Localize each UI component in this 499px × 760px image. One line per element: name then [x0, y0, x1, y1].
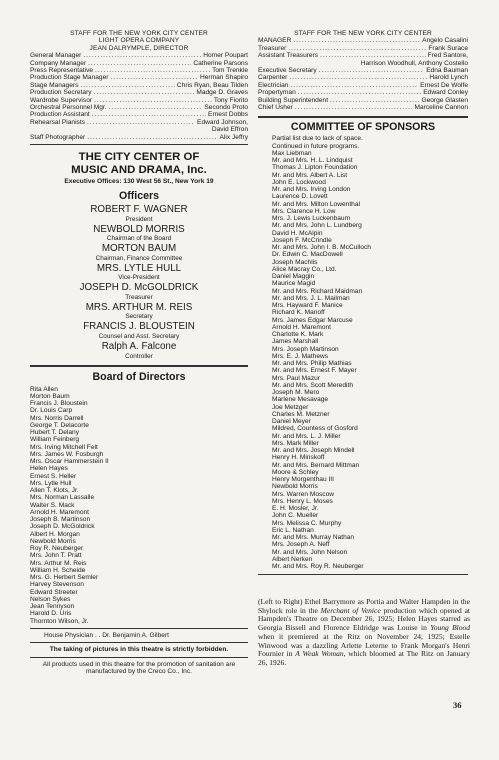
- sponsor-name: Mr. and Mrs. John L. Lundberg: [272, 222, 362, 230]
- officer-name: FRANCIS J. BLOUSTEIN: [83, 321, 195, 333]
- divider: [30, 657, 248, 658]
- sponsor-name: Maurice Magid: [272, 280, 316, 288]
- sponsor-name: Mildred, Countess of Gosford: [272, 425, 358, 433]
- board-member: Morton Baum: [30, 392, 70, 400]
- board-member: Francis J. Bloustein: [30, 400, 88, 408]
- staff-role: General Manager: [30, 52, 82, 60]
- staff-name: Homer Poupart: [203, 52, 248, 60]
- officer-title: Controller: [125, 352, 153, 360]
- sponsor-name: Mr. and Mrs. Milton Lowenthal: [272, 200, 360, 208]
- sponsor-name: Mr. and Mrs. Irving London: [272, 186, 351, 194]
- board-member: Mrs. Lytle Hull: [30, 479, 72, 487]
- divider: [30, 628, 248, 629]
- committee-heading: COMMITTEE OF SPONSORS: [290, 121, 436, 134]
- sponsor-name: Mrs. E. J. Mathews: [272, 352, 329, 360]
- staff-role: Chief Usher: [258, 104, 293, 112]
- board-member: Helen Hayes: [30, 465, 68, 473]
- staff-role: MANAGER: [258, 37, 292, 45]
- sponsor-name: Dr. Edwin C. MacDowell: [272, 251, 343, 259]
- staff-name: Fred Santore,: [427, 52, 468, 60]
- executive-offices: Executive Offices: 130 West 56 St., New York 19: [64, 177, 214, 185]
- staff-role: Treasurer: [258, 44, 287, 52]
- board-member: Edward Streeter: [30, 588, 78, 596]
- staff-name: Tony Fiorito: [213, 96, 248, 104]
- officer-name: Ralph A. Falcone: [101, 341, 177, 353]
- org-title-line-1: THE CITY CENTER OF: [78, 151, 200, 164]
- sponsor-name: Max Liebman: [272, 149, 312, 157]
- staff-line: [258, 67, 468, 74]
- leader-dots: [95, 67, 210, 74]
- staff-role: Carpenter: [258, 74, 288, 82]
- staff-role: Wardrobe Supervisor: [30, 96, 93, 104]
- officer-name: ROBERT F. WAGNER: [90, 203, 188, 215]
- leader-dots: [88, 60, 191, 67]
- sponsor-name: Mr. and Mrs. Scott Meredith: [272, 381, 353, 389]
- sponsor-name: Mrs. Paul Mazur: [272, 374, 320, 382]
- divider: [258, 574, 468, 575]
- board-member: Mrs. James W. Fosburgh: [30, 450, 104, 458]
- officer-entry: [30, 205, 248, 223]
- staff-header-line: JEAN DALRYMPLE, DIRECTOR: [89, 44, 189, 52]
- city-center-staff-list-2: [258, 67, 468, 111]
- board-member: William H. Scheide: [30, 566, 86, 574]
- staff-header-line: STAFF FOR THE NEW YORK CITY CENTER: [294, 30, 432, 37]
- sponsor-name: Mrs. James Edgar Marcuse: [272, 316, 353, 324]
- board-member: Harvey Stevenson: [30, 581, 84, 589]
- board-member: Walter S. Mack: [30, 501, 75, 509]
- staff-continuation: David Effron: [211, 126, 248, 134]
- officer-name: NEWBOLD MORRIS: [93, 223, 185, 235]
- sponsor-name: Mrs. Hayward F. Manice: [272, 302, 343, 310]
- staff-line: [30, 74, 248, 81]
- staff-line: [30, 60, 248, 67]
- sponsor-name: Mr. and Mrs. John I. B. McCulloch: [272, 244, 371, 252]
- play-title: Young Blood: [430, 623, 470, 633]
- staff-role: Company Manager: [30, 59, 87, 67]
- staff-name: Edward Conley: [423, 89, 468, 97]
- board-member: Albert H. Morgan: [30, 530, 80, 538]
- sponsor-name: Mr. and Mrs. Bernard Mittman: [272, 461, 360, 469]
- staff-role: Propertyman: [258, 89, 296, 97]
- staff-header-line: LIGHT OPERA COMPANY: [98, 37, 180, 45]
- officer-entry: [30, 303, 248, 321]
- staff-role: Rehearsal Pianists: [30, 118, 85, 126]
- sponsor-name: Eric L. Nathan: [272, 526, 314, 534]
- staff-line: [30, 52, 248, 59]
- officer-title: Counsel and Asst. Secretary: [98, 333, 180, 341]
- officer-name: MRS. ARTHUR M. REIS: [85, 301, 193, 313]
- sponsor-name: Mr. and Mrs. J. L. Mailman: [272, 294, 350, 302]
- sponsor-name: Henry Morgenthau III: [272, 476, 334, 484]
- board-member: Newbold Morris: [30, 537, 76, 545]
- sponsor-name: John E. Lockwood: [272, 178, 326, 186]
- board-member: Joseph B. Martinson: [30, 516, 91, 524]
- sponsor-name: Mr. and Mrs. John Nelson: [272, 548, 348, 556]
- staff-line: [30, 82, 248, 89]
- leader-dots: [330, 97, 419, 104]
- officer-name: MRS. LYTLE HULL: [96, 262, 182, 274]
- caption-text: when it premiered at the Ritz on November 24, 1925; Estelle Winwood was a dazzling Arlette Leterne to Frank Morgan's Henri Fournier in: [258, 631, 470, 659]
- sponsor-name: David H. McAlpin: [272, 229, 323, 237]
- board-member: Mrs. Norman Lassalle: [30, 494, 95, 502]
- staff-line: [30, 67, 248, 74]
- sponsor-name: Moore & Schley: [272, 468, 319, 476]
- caption-text: (Left to Right) Ethel Barrymore as Portia and Walter Hampden in the Shylock role in the: [258, 597, 470, 615]
- leader-dots: [94, 97, 212, 104]
- staff-line: [30, 89, 248, 96]
- committee-note-line: Continued in future programs.: [272, 142, 360, 150]
- officer-title: Vice-President: [118, 274, 160, 282]
- sponsor-name: Marlene Mesavage: [272, 396, 329, 404]
- officers-list: [30, 205, 248, 360]
- staff-role: Staff Photographer: [30, 133, 86, 141]
- leader-dots: [87, 134, 217, 141]
- board-member: Roy R. Neuberger: [30, 545, 84, 553]
- officer-name: JOSEPH D. McGOLDRICK: [79, 282, 199, 294]
- sponsor-name: E. H. Mosler, Jr.: [272, 505, 319, 513]
- staff-line: [258, 74, 468, 81]
- staff-line: [30, 119, 248, 126]
- leader-dots: [94, 89, 195, 96]
- sponsor-name: Henry H. Minskoff: [272, 454, 325, 462]
- board-member: Mrs. John T. Pratt: [30, 552, 82, 560]
- staff-name: Ernest Dobbs: [208, 111, 248, 119]
- staff-line: [30, 111, 248, 118]
- staff-role: Assistant Treasurers: [258, 52, 319, 60]
- staff-line: [30, 104, 248, 111]
- org-title-line-2: MUSIC AND DRAMA, Inc.: [71, 163, 207, 176]
- officer-entry: [30, 342, 248, 360]
- staff-role: Production Secretary: [30, 89, 92, 97]
- staff-role: Electrician: [258, 81, 289, 89]
- staff-name: Harold Lynch: [429, 74, 468, 82]
- board-member: Nelson Sykes: [30, 595, 71, 603]
- board-member: Hubert T. Delany: [30, 429, 79, 437]
- board-member: Allen T. Klots, Jr.: [30, 487, 79, 495]
- staff-role: Executive Secretary: [258, 67, 317, 75]
- city-center-staff-header: [258, 30, 468, 37]
- staff-name: Ernest De Wolfe: [420, 81, 468, 89]
- sponsor-name: Mrs. Henry L. Moses: [272, 497, 333, 505]
- staff-name: Alix Jeffry: [219, 133, 248, 141]
- divider: [258, 116, 468, 118]
- sponsor-name: Alice Macray Co., Ltd.: [272, 265, 337, 273]
- staff-name: Edward Johnson,: [197, 118, 248, 126]
- sponsor-name: Mr. and Mrs. H. L. Lindquist: [272, 157, 353, 165]
- sponsor-name: Richard K. Manoff: [272, 309, 325, 317]
- board-member: Rita Allen: [30, 385, 58, 393]
- sponsor-name: Mrs. Joseph A. Neff: [272, 541, 330, 549]
- staff-line: [30, 97, 248, 104]
- sponsor-name: Albert Nerken: [272, 555, 313, 563]
- page-number: 36: [453, 700, 462, 710]
- staff-line: [258, 37, 468, 44]
- staff-name: Tom Trenkle: [212, 67, 248, 75]
- staff-line: [30, 134, 248, 141]
- photo-caption: [258, 598, 470, 668]
- officer-title: President: [125, 215, 153, 223]
- sponsor-name: Mr. and Mrs. Joseph Mindell: [272, 447, 355, 455]
- board-member: Mrs. Irving Mitchell Felt: [30, 443, 98, 451]
- staff-role: Orchestral Personnel Mgr.: [30, 104, 107, 112]
- board-member: George T. Delacorte: [30, 421, 89, 429]
- sponsor-name: Joseph F. McCrindle: [272, 236, 332, 244]
- staff-name: Marceline Cannon: [414, 104, 468, 112]
- leader-dots: [80, 82, 175, 89]
- officer-title: Chairman, Finance Committee: [95, 254, 183, 262]
- caption-text: , which bloomed at The Ritz on January 26, 1926.: [258, 649, 470, 667]
- sponsor-name: John C. Mueller: [272, 512, 319, 520]
- leader-dots: [109, 104, 203, 111]
- board-member: Mrs. Norris Darrell: [30, 414, 84, 422]
- divider: [30, 365, 248, 367]
- sponsor-name: Mr. and Mrs. Albert A. List: [272, 171, 348, 179]
- board-member: Arnold H. Maremont: [30, 508, 89, 516]
- leader-dots: [295, 104, 413, 111]
- sponsor-name: Mr. and Mrs. Ernest F. Mayer: [272, 367, 357, 375]
- sponsor-name: Mrs. Joseph Martinson: [272, 345, 339, 353]
- sponsor-name: Charlotte K. Mark: [272, 331, 324, 339]
- sponsor-name: Thomas J. Lipton Foundation: [272, 164, 358, 172]
- play-title: Merchant of Venice: [320, 605, 381, 615]
- staff-continuation: Harrison Woodhull, Anthony Costello: [360, 59, 468, 67]
- leader-dots: [289, 74, 427, 81]
- staff-header-line: STAFF FOR THE NEW YORK CITY CENTER: [70, 30, 208, 37]
- officer-name: MORTON BAUM: [101, 243, 177, 255]
- leader-dots: [319, 67, 425, 74]
- staff-line: [258, 82, 468, 89]
- sponsor-list: [258, 150, 468, 571]
- leader-dots: [298, 89, 422, 96]
- officer-title: Chairman of the Board: [106, 235, 172, 243]
- board-heading: Board of Directors: [92, 370, 186, 383]
- officer-title: Treasurer: [125, 293, 153, 301]
- sponsor-name: Mrs. Clarence H. Low: [272, 207, 336, 215]
- staff-name: Angelo Casalini: [422, 37, 468, 45]
- sponsor-name: Mrs. Melissa C. Murphy: [272, 519, 342, 527]
- sponsor-name: Joe Metzger: [272, 403, 309, 411]
- divider: [30, 642, 248, 643]
- house-physician: House Physician . . Dr. Benjamin A. Gilbert: [44, 631, 169, 639]
- caption-text: production which opened at Hampden's Theatre on December 26, 1925; Helen Hayes starred as Georgia Bissell and Florence Eldridge was Louise in: [258, 605, 470, 633]
- leader-dots: [110, 74, 198, 81]
- staff-name: Frank Surace: [428, 44, 468, 52]
- sponsor-name: Mr. and Mrs. Murray Nathan: [272, 534, 355, 542]
- staff-name: Edna Bauman: [426, 67, 468, 75]
- officer-title: Secretary: [125, 313, 153, 321]
- board-list: [30, 386, 248, 625]
- divider: [30, 144, 248, 145]
- officer-entry: [30, 225, 248, 243]
- sanitation-notice: All products used in this theatre for the promotion of sanitation are manufactured by the Creco Co., Inc.: [42, 660, 236, 675]
- officer-entry: [30, 244, 248, 262]
- leader-dots: [87, 119, 195, 126]
- sponsor-name: Daniel Maggin: [272, 273, 315, 281]
- leader-dots: [293, 37, 420, 44]
- staff-name: Secondo Proto: [204, 104, 248, 112]
- staff-role: Stage Managers: [30, 81, 79, 89]
- board-member: Mrs. G. Herbert Semler: [30, 574, 99, 582]
- staff-role: Building Superintendent: [258, 96, 329, 104]
- sponsor-name: Arnold H. Maremont: [272, 323, 331, 331]
- board-member: Ernest S. Heller: [30, 472, 77, 480]
- staff-name: Madge D. Graves: [196, 89, 248, 97]
- committee-note-line: Partial list due to lack of space.: [272, 135, 363, 143]
- staff-line: [258, 45, 468, 52]
- play-title: A Weak Woman: [295, 649, 344, 659]
- staff-role: Production Stage Manager: [30, 74, 109, 82]
- left-column: [30, 30, 248, 678]
- board-member: Jean Tennyson: [30, 603, 75, 611]
- officer-entry: [30, 322, 248, 340]
- board-member: Thornton Wilson, Jr.: [30, 617, 89, 625]
- light-opera-staff-list: [30, 52, 248, 126]
- board-member: Joseph D. McGoldrick: [30, 523, 95, 531]
- sponsor-name: Mr. and Mrs. Philip Mathias: [272, 360, 352, 368]
- staff-name: Chris Ryan, Beau Tilden: [176, 81, 248, 89]
- sponsor-name: Mr. and Mrs. L. J. Miller: [272, 432, 341, 440]
- leader-dots: [92, 111, 206, 118]
- leader-dots: [290, 82, 418, 89]
- sponsor-name: Laurence D. Lovett: [272, 193, 328, 201]
- sponsor-name: Mr. and Mrs. Richard Maidman: [272, 287, 363, 295]
- board-member: Mrs. Arthur M. Reis: [30, 559, 87, 567]
- staff-name: George Glasten: [421, 96, 468, 104]
- board-member: Mrs. Oscar Hammerstein II: [30, 458, 109, 466]
- sponsor-name: Charles M. Metzner: [272, 410, 330, 418]
- sponsor-name: Newbold Morris: [272, 483, 318, 491]
- sponsor-name: Mrs. Mark Miller: [272, 439, 319, 447]
- sponsor-name: Mrs. J. Lewis Luckenbaum: [272, 215, 351, 223]
- board-member: Harold D. Uris: [30, 610, 72, 618]
- sponsor-name: Joseph M. Mero: [272, 389, 320, 397]
- sponsor-name: Mr. and Mrs. Roy R. Neuberger: [272, 563, 364, 571]
- committee-note: [258, 135, 468, 150]
- staff-role: Production Assistant: [30, 111, 90, 119]
- staff-name: Herman Shapiro: [199, 74, 248, 82]
- leader-dots: [83, 52, 201, 59]
- officer-entry: [30, 283, 248, 301]
- staff-name: Catherine Parsons: [193, 59, 248, 67]
- staff-line: [258, 52, 468, 59]
- board-member: Dr. Louis Carp: [30, 407, 73, 415]
- city-center-staff-list: [258, 37, 468, 59]
- staff-role: Press Representative: [30, 67, 94, 75]
- sponsor-name: Daniel Meyer: [272, 418, 311, 426]
- right-column: [258, 30, 468, 578]
- officers-heading: Officers: [118, 189, 160, 202]
- leader-dots: [320, 52, 426, 59]
- officer-entry: [30, 264, 248, 282]
- leader-dots: [288, 45, 426, 52]
- sponsor-name: James Marshall: [272, 338, 319, 346]
- staff-line: [258, 104, 468, 111]
- sponsor-name: Joseph Machlis: [272, 258, 318, 266]
- staff-line: [258, 89, 468, 96]
- board-member: William Feinberg: [30, 436, 80, 444]
- photo-notice: The taking of pictures in this theatre is strictly forbidden.: [49, 646, 229, 654]
- staff-line: [258, 97, 468, 104]
- sponsor-name: Mrs. Warren Moscow: [272, 490, 335, 498]
- light-opera-staff-header: [30, 30, 248, 52]
